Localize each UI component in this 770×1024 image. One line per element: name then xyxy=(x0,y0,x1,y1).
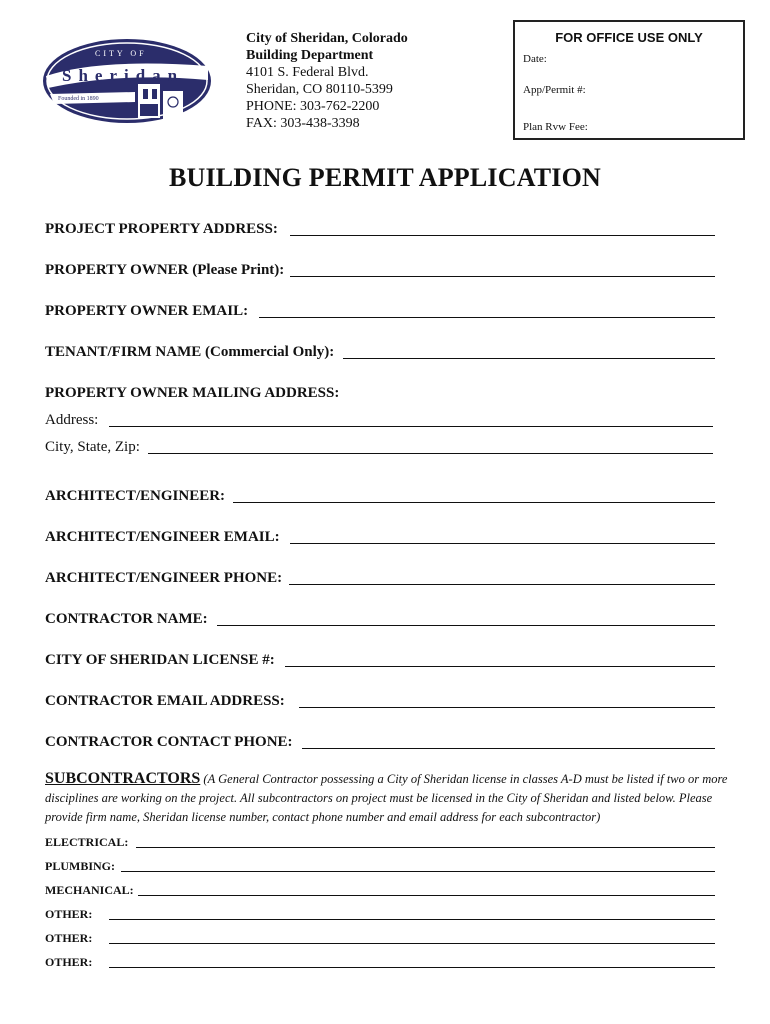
phone-number: PHONE: 303-762-2200 xyxy=(246,99,380,114)
electrical-row xyxy=(45,832,715,850)
mailing-city-label: City, State, Zip: xyxy=(45,439,140,455)
subcontractors-title: SUBCONTRACTORS xyxy=(45,770,201,787)
project-address-label: PROJECT PROPERTY ADDRESS: xyxy=(45,221,278,237)
mailing-header-field xyxy=(45,382,715,402)
svg-text:CITY OF: CITY OF xyxy=(95,49,147,58)
department-name: Building Department xyxy=(246,48,374,63)
architect-email-label: ARCHITECT/ENGINEER EMAIL: xyxy=(45,529,280,545)
form-title: BUILDING PERMIT APPLICATION xyxy=(168,163,602,192)
electrical-input[interactable] xyxy=(136,847,715,848)
tenant-name-label: TENANT/FIRM NAME (Commercial Only): xyxy=(45,344,335,360)
architect-email-field xyxy=(45,526,715,546)
city-logo xyxy=(40,36,215,126)
svg-text:Founded in 1890: Founded in 1890 xyxy=(58,96,99,102)
tenant-name-field xyxy=(45,341,715,361)
mailing-address-label: Address: xyxy=(45,412,99,428)
project-address-field xyxy=(45,218,715,238)
contractor-phone-field xyxy=(45,731,715,751)
license-field xyxy=(45,649,715,669)
office-permit-label: App/Permit #: xyxy=(523,84,586,96)
subcontractors-section xyxy=(45,769,730,827)
other-label-2: OTHER: xyxy=(45,931,93,945)
other-input-2[interactable] xyxy=(109,943,715,944)
contractor-phone-input[interactable] xyxy=(302,748,715,749)
owner-name-label: PROPERTY OWNER (Please Print): xyxy=(45,262,285,278)
mailing-address-header: PROPERTY OWNER MAILING ADDRESS: xyxy=(45,385,340,401)
mailing-city-input[interactable] xyxy=(148,453,713,454)
fax-number: FAX: 303-438-3398 xyxy=(246,116,360,131)
mailing-address-field xyxy=(45,409,715,429)
architect-phone-input[interactable] xyxy=(289,584,715,585)
other-row-2 xyxy=(45,928,715,946)
architect-phone-field xyxy=(45,567,715,587)
owner-name-field xyxy=(45,259,715,279)
city-state-zip: Sheridan, CO 80110-5399 xyxy=(246,82,393,97)
contractor-name-field xyxy=(45,608,715,628)
other-row-3 xyxy=(45,952,715,970)
architect-email-input[interactable] xyxy=(290,543,715,544)
project-address-input[interactable] xyxy=(290,235,715,236)
mechanical-input[interactable] xyxy=(138,895,715,896)
subcontractors-note: (A General Contractor possessing a City of Sheridan license in classes A-D must be listed if two or more disciplines are working on the project. All subcontractors on project must be licensed in the City of Sheridan and listed below. Please provide firm name, Sheridan license number, contact phone number and email address for each subcontractor) xyxy=(45,772,728,824)
office-fee-label: Plan Rvw Fee: xyxy=(523,121,588,133)
other-row-1 xyxy=(45,904,715,922)
architect-phone-label: ARCHITECT/ENGINEER PHONE: xyxy=(45,570,283,586)
architect-label: ARCHITECT/ENGINEER: xyxy=(45,488,226,504)
owner-email-input[interactable] xyxy=(259,317,715,318)
electrical-label: ELECTRICAL: xyxy=(45,835,129,849)
sheridan-seal-icon xyxy=(40,36,215,126)
plumbing-label: PLUMBING: xyxy=(45,859,115,873)
tenant-name-input[interactable] xyxy=(343,358,715,359)
license-input[interactable] xyxy=(285,666,715,667)
office-date-label: Date: xyxy=(523,53,547,65)
other-label-3: OTHER: xyxy=(45,955,93,969)
mechanical-row xyxy=(45,880,715,898)
mechanical-label: MECHANICAL: xyxy=(45,883,134,897)
other-input-3[interactable] xyxy=(109,967,715,968)
owner-email-label: PROPERTY OWNER EMAIL: xyxy=(45,303,249,319)
office-use-title: FOR OFFICE USE ONLY xyxy=(555,30,703,45)
owner-email-field xyxy=(45,300,715,320)
contractor-name-label: CONTRACTOR NAME: xyxy=(45,611,208,627)
mailing-address-input[interactable] xyxy=(109,426,713,427)
contractor-email-label: CONTRACTOR EMAIL ADDRESS: xyxy=(45,693,285,709)
org-name: City of Sheridan, Colorado xyxy=(246,31,408,46)
other-label-1: OTHER: xyxy=(45,907,93,921)
license-label: CITY OF SHERIDAN LICENSE #: xyxy=(45,652,275,668)
architect-field xyxy=(45,485,715,505)
street-address: 4101 S. Federal Blvd. xyxy=(246,65,369,80)
plumbing-input[interactable] xyxy=(121,871,715,872)
contractor-name-input[interactable] xyxy=(217,625,715,626)
contractor-phone-label: CONTRACTOR CONTACT PHONE: xyxy=(45,734,293,750)
plumbing-row xyxy=(45,856,715,874)
other-input-1[interactable] xyxy=(109,919,715,920)
owner-name-input[interactable] xyxy=(290,276,715,277)
svg-text:Sheridan: Sheridan xyxy=(62,66,185,85)
contractor-email-input[interactable] xyxy=(299,707,715,708)
contractor-email-field xyxy=(45,690,715,710)
office-use-box xyxy=(513,20,745,140)
architect-input[interactable] xyxy=(233,502,715,503)
mailing-city-field xyxy=(45,436,715,456)
